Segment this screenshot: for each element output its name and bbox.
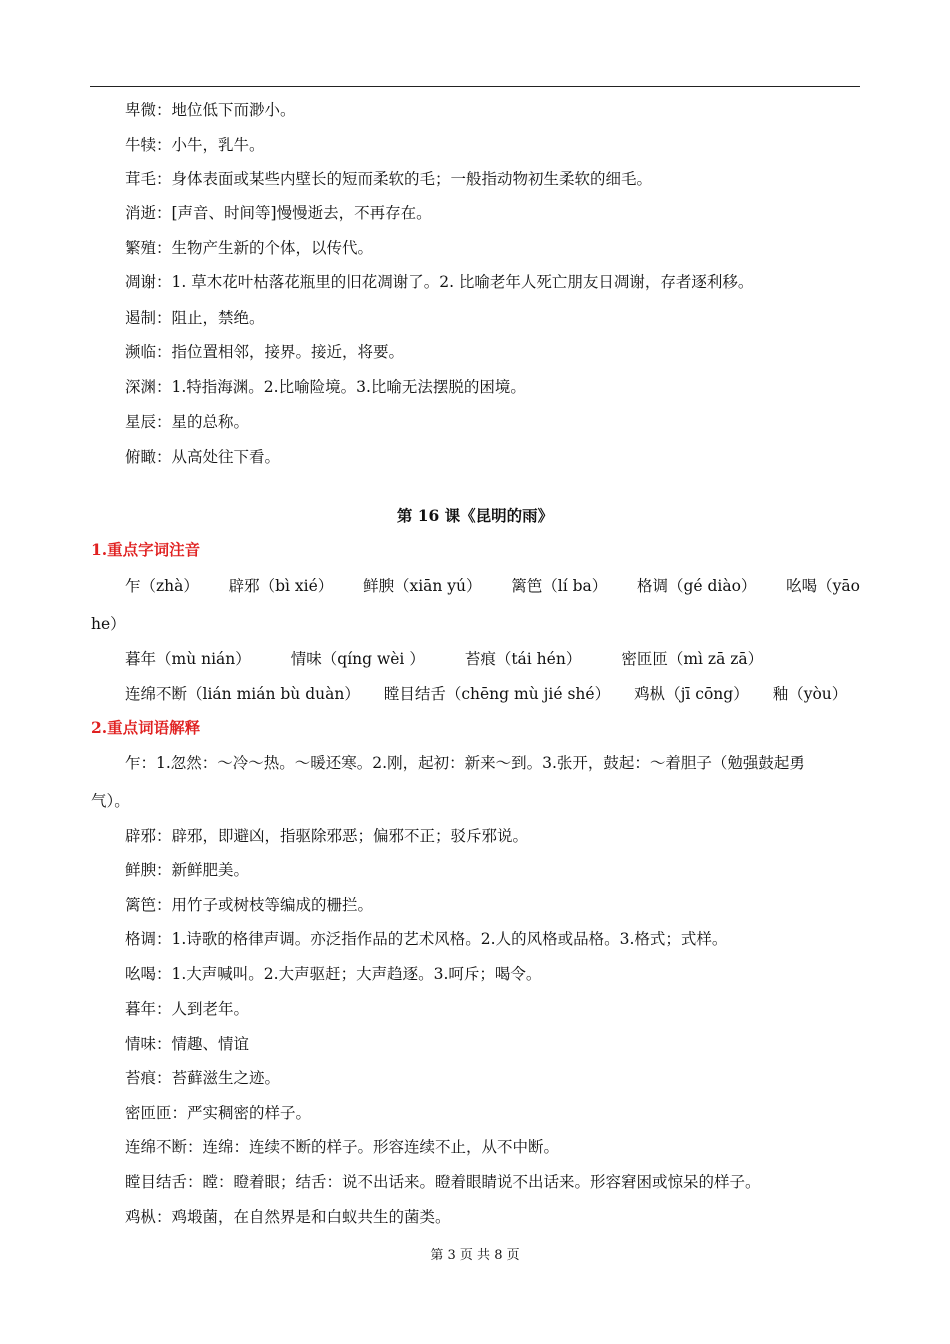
explanation-line: 辟邪：辟邪，即避凶，指驱除邪恶；偏邪不正；驳斥邪说。 [125,827,529,845]
pinyin-item: 暮年（mù nián） [125,650,251,668]
explanation-line: 密匝匝：严实稠密的样子。 [125,1104,312,1122]
pinyin-item: 格调（gé diào） [636,577,757,595]
explanation-line: 吆喝：1.大声喊叫。2.大声驱赶；大声趋逐。3.呵斥；喝令。 [125,965,542,983]
pinyin-item: 吆喝（yāo [786,577,860,595]
pinyin-item: 辟邪（bì xié） [228,577,334,595]
lesson-title: 第 16 课《昆明的雨》 [396,506,554,525]
explanation-line: 鲜腴：新鲜肥美。 [125,861,250,879]
pinyin-row [125,576,860,596]
definition-line: 遏制：阻止，禁绝。 [125,309,265,327]
definition-line: 卑微：地位低下而渺小。 [125,101,296,119]
page-footer: 第 3 页 共 8 页 [430,1248,520,1263]
pinyin-item: 篱笆（lí ba） [511,577,608,595]
pinyin-item: 密匝匝（mì zā zā） [621,650,764,668]
header-rule [90,86,860,87]
explanation-line: 乍：1.忽然：～冷～热。～暖还寒。2.刚，起初：新来～到。3.张开，鼓起：～着胆子（勉强鼓起勇 [125,754,805,772]
definition-line: 星辰：星的总称。 [125,413,250,431]
definition-line: 牛犊：小牛，乳牛。 [125,136,265,154]
definition-line: 俯瞰：从高处往下看。 [125,448,281,466]
definition-line: 凋谢：1. 草木花叶枯落花瓶里的旧花凋谢了。2. 比喻老年人死亡朋友日凋谢，存者逐利移。 [125,273,754,291]
explanation-line: 篱笆：用竹子或树枝等编成的栅拦。 [125,896,374,914]
pinyin-item: 连绵不断（lián mián bù duàn） [125,685,360,703]
definition-line: 繁殖：生物产生新的个体，以传代。 [125,239,374,257]
pinyin-item: 情味（qíng wèi ） [290,650,425,668]
explanation-line: 格调：1.诗歌的格律声调。亦泛指作品的艺术风格。2.人的风格或品格。3.格式；式样。 [125,930,728,948]
explanation-line: 鸡枞：鸡塅菌，在自然界是和白蚁共生的菌类。 [125,1208,451,1226]
explanation-wrap: 气）。 [91,792,130,810]
section-heading-explanations: 2.重点词语解释 [91,718,201,737]
pinyin-row [125,649,860,669]
explanation-line: 情味：情趣、情谊 [125,1035,250,1053]
section-heading-pinyin: 1.重点字词注音 [91,540,201,559]
definition-line: 茸毛：身体表面或某些内壁长的短而柔软的毛；一般指动物初生柔软的细毛。 [125,170,653,188]
explanation-line: 瞠目结舌：瞠：瞪着眼；结舌：说不出话来。瞪着眼睛说不出话来。形容窘困或惊呆的样子。 [125,1173,761,1191]
pinyin-item: 鲜腴（xiān yú） [362,577,482,595]
definition-line: 深渊：1.特指海渊。2.比喻险境。3.比喻无法摆脱的困境。 [125,378,526,396]
pinyin-item: 釉（yòu） [772,685,848,703]
pinyin-item: 乍（zhà） [125,577,199,595]
explanation-line: 连绵不断：连绵：连续不断的样子。形容连续不止，从不中断。 [125,1138,560,1156]
pinyin-item: 瞠目结舌（chēng mù jié shé） [383,685,611,703]
pinyin-wrap: he） [91,615,126,633]
explanation-line: 暮年：人到老年。 [125,1000,250,1018]
pinyin-item: 鸡枞（jī cōng） [634,685,749,703]
definition-line: 濒临：指位置相邻，接界。接近，将要。 [125,343,405,361]
pinyin-item: 苔痕（tái hén） [464,650,582,668]
explanation-line: 苔痕：苔藓滋生之迹。 [125,1069,281,1087]
pinyin-row [125,684,860,704]
definition-line: 消逝：[声音、时间等]慢慢逝去，不再存在。 [125,204,432,222]
